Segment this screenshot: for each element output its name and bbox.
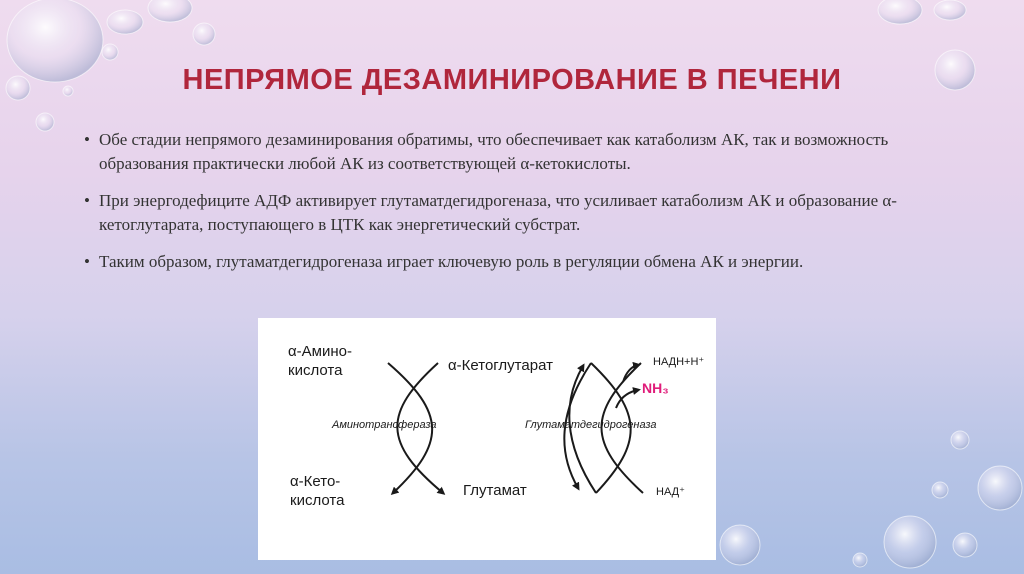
- nadh-label: НАДН+Н⁺: [653, 356, 705, 368]
- bullet-item: [84, 250, 944, 274]
- keto-acid-label: α-Кето- кислота: [290, 473, 345, 509]
- arrow-to-nh3: [616, 390, 638, 408]
- bullet-item: [84, 189, 944, 237]
- bullet-text: При энергодефиците АДФ активирует глутаматдегидрогеназа, что усиливает катаболизм АК и образование α-кетоглутарата, поступающего в ЦТК как энергетический субстрат.: [99, 191, 897, 234]
- nh3-label: NH₃: [642, 380, 669, 396]
- bullet-text: Обе стадии непрямого дезаминирования обратимы, что обеспечивает как катаболизм АК, так и возможность образования практически любой АК из соответствующей α-кетокислоты.: [99, 130, 889, 173]
- bullet-marker: •: [84, 130, 90, 149]
- nad-label: НАД⁺: [656, 486, 685, 498]
- enzyme-aminotransferase-label: Аминотрансфераза: [332, 419, 437, 431]
- reaction-diagram: [258, 318, 716, 560]
- glutamate-label: Глутамат: [463, 482, 527, 499]
- bullet-text: Таким образом, глутаматдегидрогеназа играет ключевую роль в регуляции обмена АК и энергии.: [99, 252, 804, 271]
- enzyme-glutamate-dehydrogenase-label: Глутаматдегидрогеназа: [525, 419, 657, 431]
- amino-acid-label: α-Амино- кислота: [288, 343, 352, 379]
- bullet-item: [84, 128, 944, 176]
- slide-title: НЕПРЯМОЕ ДЕЗАМИНИРОВАНИЕ В ПЕЧЕНИ: [182, 64, 842, 96]
- bullet-marker: •: [84, 191, 90, 210]
- bullet-marker: •: [84, 252, 90, 271]
- bullet-list: [84, 128, 944, 287]
- ketoglutarate-label: α-Кетоглутарат: [448, 357, 553, 374]
